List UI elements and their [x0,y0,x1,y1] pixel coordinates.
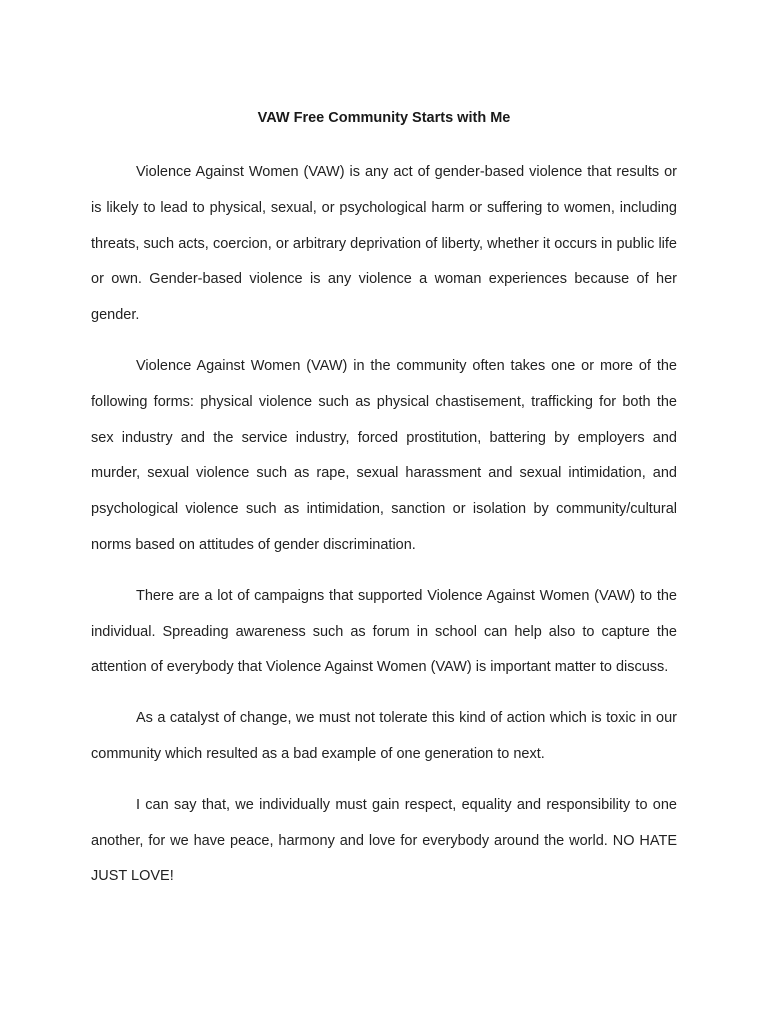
document-title: VAW Free Community Starts with Me [257,110,511,126]
paragraph-campaigns: There are a lot of campaigns that supported Violence Against Women (VAW) to the individual. Spreading awareness such as forum in school can help also to capture the attention of everybody that Violence Against Women (VAW) is important matter to discuss. [91,587,677,676]
paragraph-vaw-forms: Violence Against Women (VAW) in the community often takes one or more of the following forms: physical violence such as physical chastisement, trafficking for both the sex industry and the service industry, forced prostitution, battering by employers and murder, sexual violence such as rape, sexual harassment and sexual intimidation, and psychological violence such as intimidation, sanction or isolation by community/cultural norms based on attitudes of gender discrimination. [91,357,677,553]
paragraph-conclusion: I can say that, we individually must gain respect, equality and responsibility to one another, for we have peace, harmony and love for everybody around the world. NO HATE JUST LOVE! [91,796,677,885]
paragraph-vaw-definition: Violence Against Women (VAW) is any act of gender-based violence that results or is likely to lead to physical, sexual, or psychological harm or suffering to women, including threats, such acts, coercion, or arbitrary deprivation of liberty, whether it occurs in public life or own. Gender-based violence is any violence a woman experiences because of her gender. [91,164,677,324]
document-body [91,155,677,910]
paragraph-catalyst-of-change: As a catalyst of change, we must not tolerate this kind of action which is toxic in our community which resulted as a bad example of one generation to next. [91,710,677,762]
